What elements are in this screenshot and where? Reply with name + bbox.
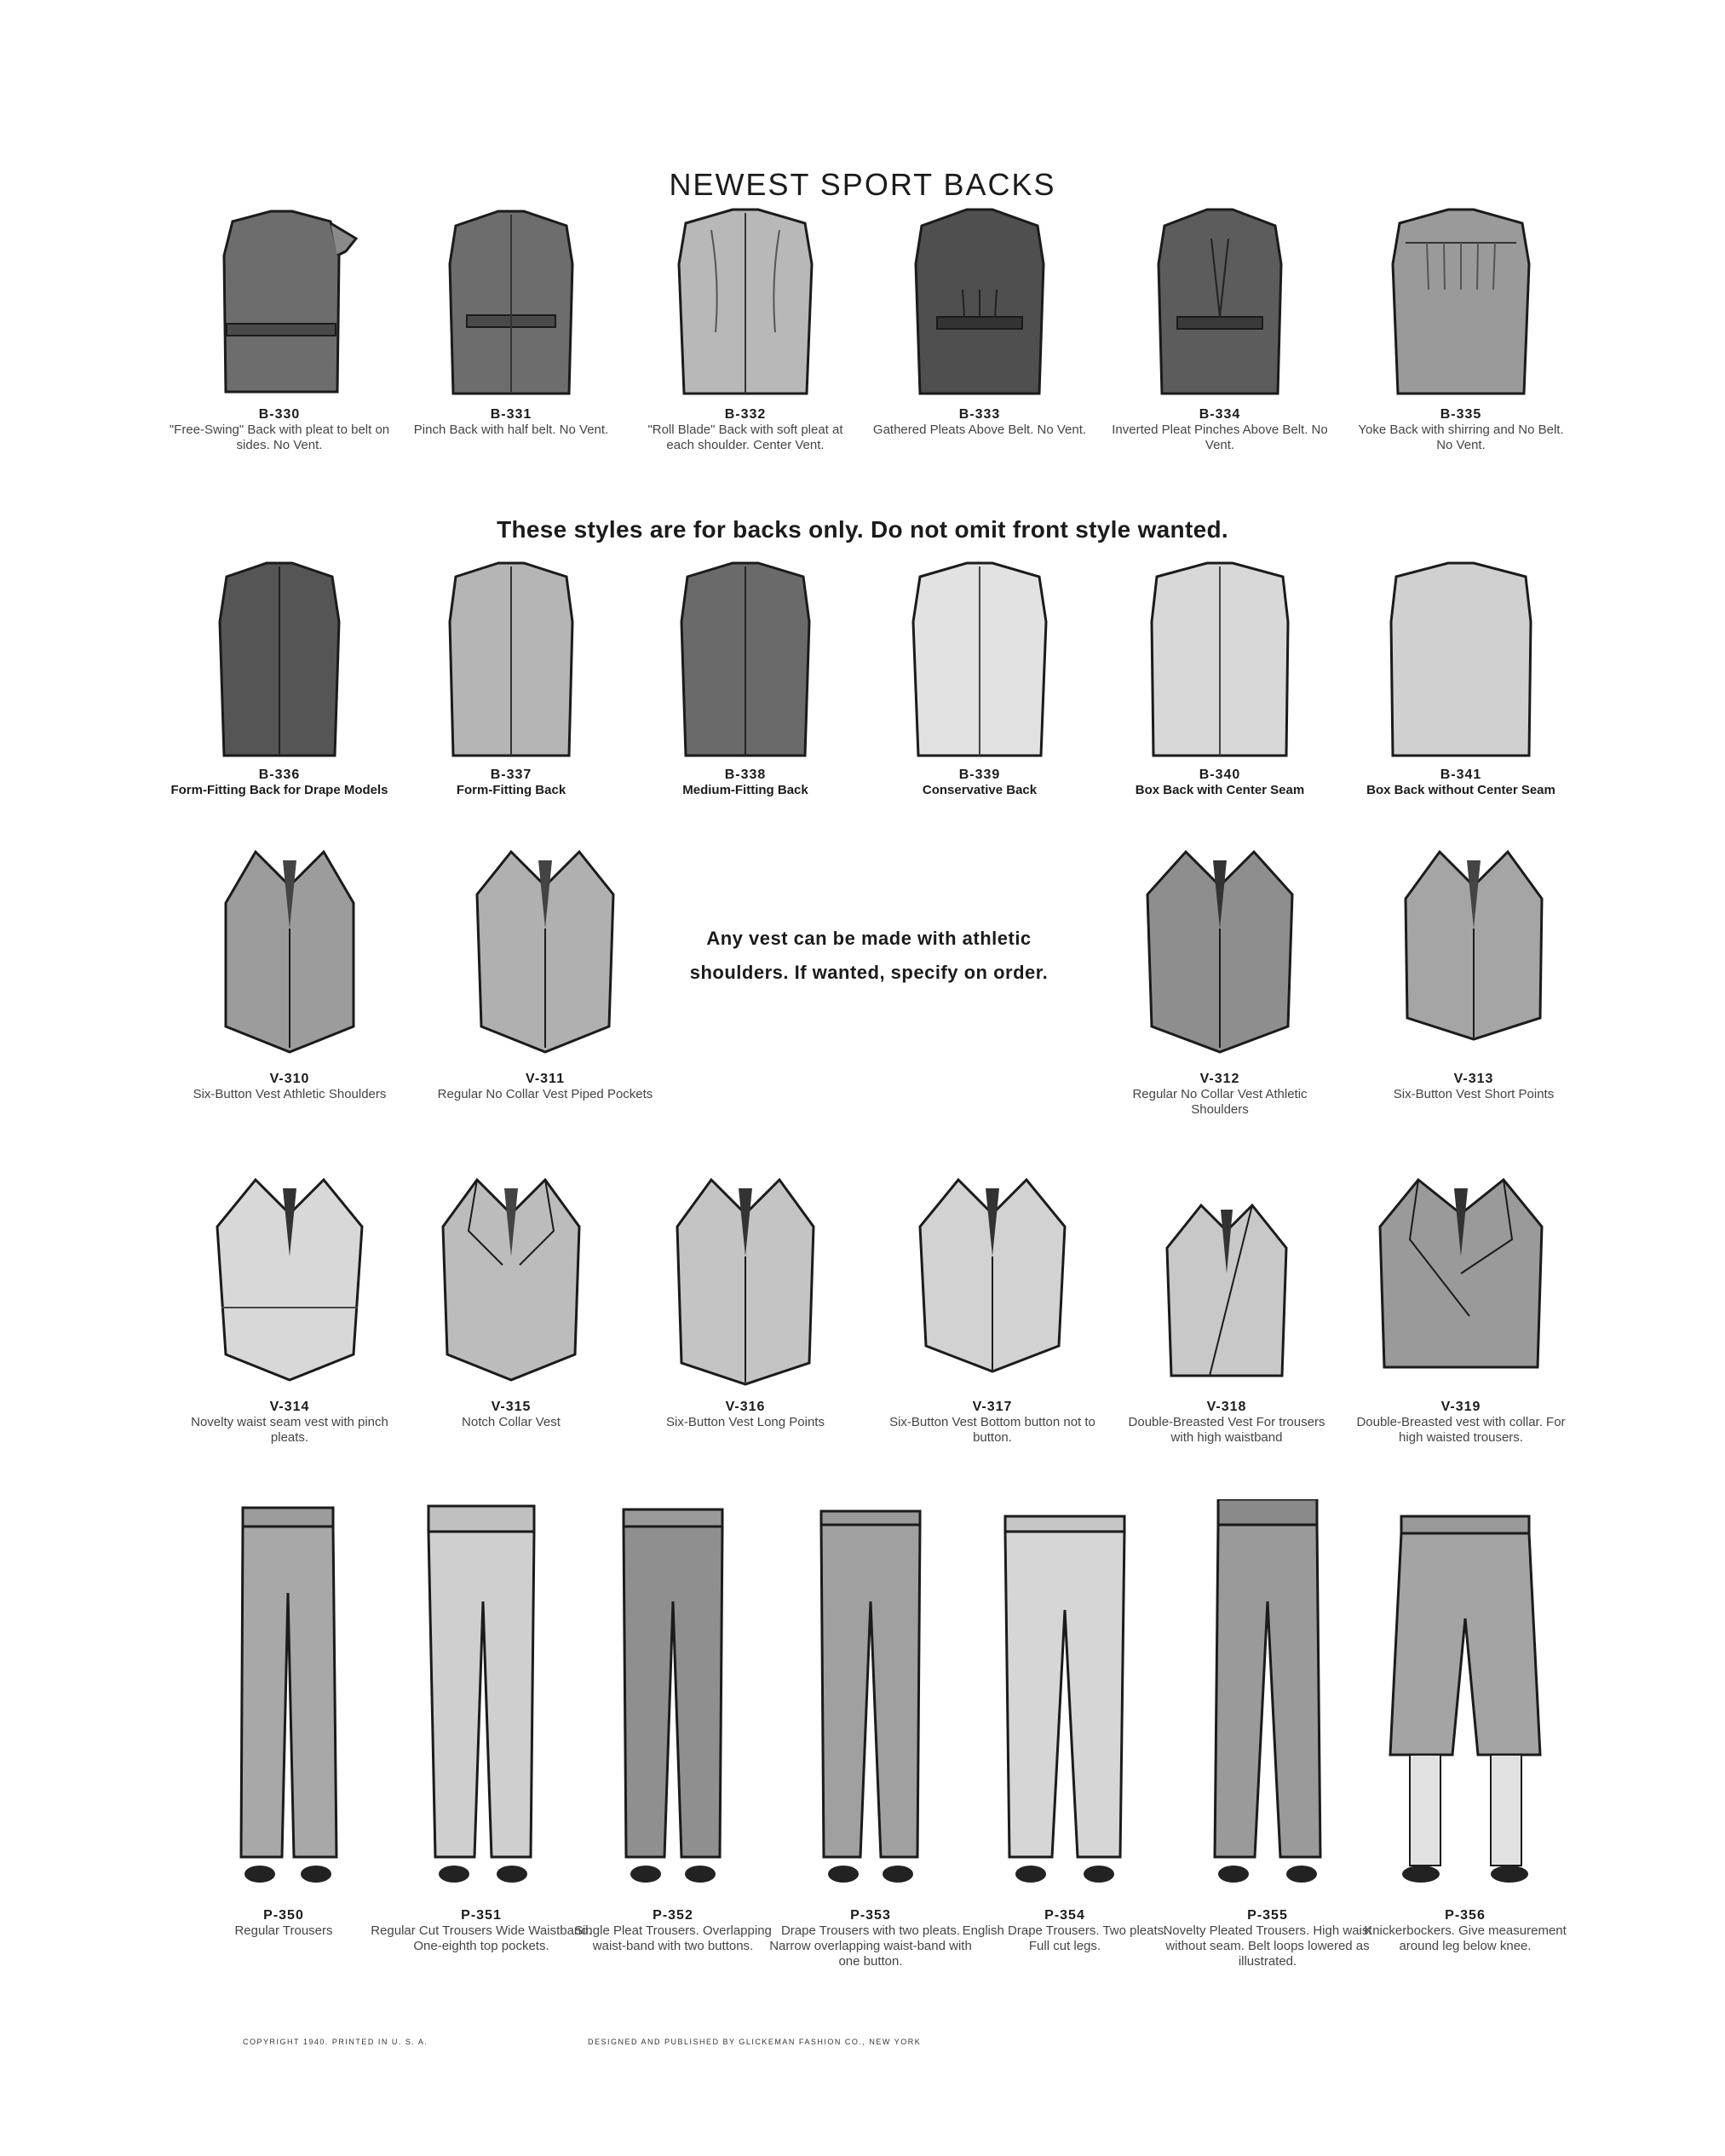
- vest-illustration: [196, 1163, 383, 1393]
- style-code: V-316: [725, 1400, 766, 1414]
- page-title: NEWEST SPORT BACKS: [669, 167, 1056, 202]
- vest-illustration: [1380, 835, 1567, 1065]
- jacket-back-illustration: [1126, 558, 1314, 762]
- style-code: P-354: [1044, 1908, 1085, 1923]
- style-code: B-333: [958, 407, 1001, 422]
- style-description: Six-Button Vest Short Points: [1393, 1087, 1555, 1101]
- style-description: Regular Cut Trousers Wide Waistband. One-eighth top pockets.: [371, 1923, 592, 1953]
- jacket-back-illustration: [886, 204, 1073, 400]
- style-description: Regular No Collar Vest Athletic Shoulders: [1132, 1087, 1308, 1117]
- style-code: B-330: [258, 407, 301, 422]
- trousers-illustration: [579, 1499, 767, 1900]
- style-code: B-338: [724, 768, 767, 782]
- vest-illustration: [417, 1163, 605, 1393]
- style-code: B-332: [724, 407, 767, 422]
- style-code: P-356: [1445, 1908, 1486, 1923]
- vest-illustration: [196, 835, 383, 1065]
- style-code: V-314: [269, 1400, 310, 1414]
- style-code: V-318: [1206, 1400, 1247, 1414]
- vests-note: Any vest can be made with athletic shoulders. If wanted, specify on order.: [689, 928, 1049, 983]
- jacket-back-illustration: [186, 204, 373, 400]
- jacket-back-illustration: [417, 558, 605, 762]
- jacket-back-illustration: [1126, 204, 1314, 400]
- trousers-illustration: [971, 1499, 1159, 1900]
- style-code: P-353: [850, 1908, 891, 1923]
- style-code: V-311: [526, 1072, 565, 1086]
- backs-note: These styles are for backs only. Do not omit front style wanted.: [497, 516, 1228, 543]
- jacket-back-illustration: [186, 558, 373, 762]
- style-code: V-317: [972, 1400, 1013, 1414]
- style-description: "Free-Swing" Back with pleat to belt on sides. No Vent.: [169, 423, 390, 452]
- style-description: Conservative Back: [922, 783, 1038, 797]
- style-description: Gathered Pleats Above Belt. No Vent.: [872, 423, 1087, 437]
- style-description: Six-Button Vest Long Points: [666, 1415, 825, 1429]
- style-description: Form-Fitting Back for Drape Models: [170, 783, 388, 797]
- style-description: English Drape Trousers. Two pleats. Full cut legs.: [962, 1923, 1168, 1953]
- jacket-back-illustration: [1367, 204, 1555, 400]
- style-code: P-355: [1247, 1908, 1288, 1923]
- style-description: Six-Button Vest Bottom button not to button.: [889, 1415, 1095, 1445]
- style-description: Pinch Back with half belt. No Vent.: [413, 423, 609, 437]
- style-description: Double-Breasted vest with collar. For high waisted trousers.: [1356, 1415, 1566, 1445]
- style-description: Six-Button Vest Athletic Shoulders: [193, 1087, 387, 1101]
- style-description: Novelty waist seam vest with pinch pleats.: [191, 1415, 388, 1445]
- style-code: B-339: [958, 768, 1001, 782]
- publisher-credit: DESIGNED AND PUBLISHED BY GLICKEMAN FASHION CO., NEW YORK: [588, 2038, 922, 2046]
- style-description: Medium-Fitting Back: [682, 783, 808, 797]
- style-description: Notch Collar Vest: [462, 1415, 561, 1429]
- style-code: V-310: [269, 1072, 310, 1086]
- style-code: B-331: [490, 407, 532, 422]
- style-code: V-313: [1453, 1072, 1494, 1086]
- style-description: Regular Trousers: [234, 1923, 333, 1938]
- style-description: Single Pleat Trousers. Overlapping waist-band with two buttons.: [574, 1923, 772, 1953]
- copyright-notice: COPYRIGHT 1940. PRINTED IN U. S. A.: [243, 2038, 428, 2046]
- style-code: B-334: [1199, 407, 1241, 422]
- vest-illustration: [652, 1163, 839, 1393]
- jacket-back-illustration: [652, 558, 839, 762]
- style-code: P-352: [653, 1908, 693, 1923]
- style-description: Regular No Collar Vest Piped Pockets: [437, 1087, 653, 1101]
- vest-illustration: [1126, 835, 1314, 1065]
- jacket-back-illustration: [886, 558, 1073, 762]
- style-code: P-350: [263, 1908, 304, 1923]
- trousers-illustration: [777, 1499, 964, 1900]
- style-code: B-341: [1440, 768, 1482, 782]
- jacket-back-illustration: [417, 204, 605, 400]
- style-description: Yoke Back with shirring and No Belt. No Vent.: [1358, 423, 1564, 452]
- style-code: B-336: [258, 768, 301, 782]
- style-code: V-319: [1440, 1400, 1481, 1414]
- style-description: Drape Trousers with two pleats. Narrow overlapping waist-band with one button.: [769, 1923, 972, 1969]
- style-code: P-351: [461, 1908, 502, 1923]
- trousers-illustration: [190, 1499, 377, 1900]
- vest-illustration: [899, 1163, 1086, 1393]
- jacket-back-illustration: [1367, 558, 1555, 762]
- trousers-illustration: [1174, 1499, 1361, 1900]
- trousers-illustration: [388, 1499, 575, 1900]
- style-code: V-315: [491, 1400, 532, 1414]
- style-description: "Roll Blade" Back with soft pleat at each shoulder. Center Vent.: [647, 423, 843, 452]
- vest-illustration: [1367, 1163, 1555, 1393]
- style-description: Box Back without Center Seam: [1366, 783, 1555, 797]
- jacket-back-illustration: [652, 204, 839, 400]
- style-code: V-312: [1199, 1072, 1240, 1086]
- vest-illustration: [451, 835, 639, 1065]
- style-description: Box Back with Center Seam: [1135, 783, 1305, 797]
- style-description: Double-Breasted Vest For trousers with high waistband: [1128, 1415, 1325, 1445]
- style-description: Novelty Pleated Trousers. High waist without seam. Belt loops lowered as illustrated.: [1163, 1923, 1372, 1969]
- style-description: Inverted Pleat Pinches Above Belt. No Vent.: [1112, 423, 1328, 452]
- style-description: Knickerbockers. Give measurement around leg below knee.: [1364, 1923, 1567, 1953]
- style-description: Form-Fitting Back: [456, 783, 566, 797]
- vest-illustration: [1133, 1163, 1320, 1393]
- style-code: B-337: [490, 768, 532, 782]
- style-code: B-340: [1199, 768, 1241, 782]
- style-code: B-335: [1440, 407, 1482, 422]
- knickerbockers-illustration: [1371, 1499, 1559, 1900]
